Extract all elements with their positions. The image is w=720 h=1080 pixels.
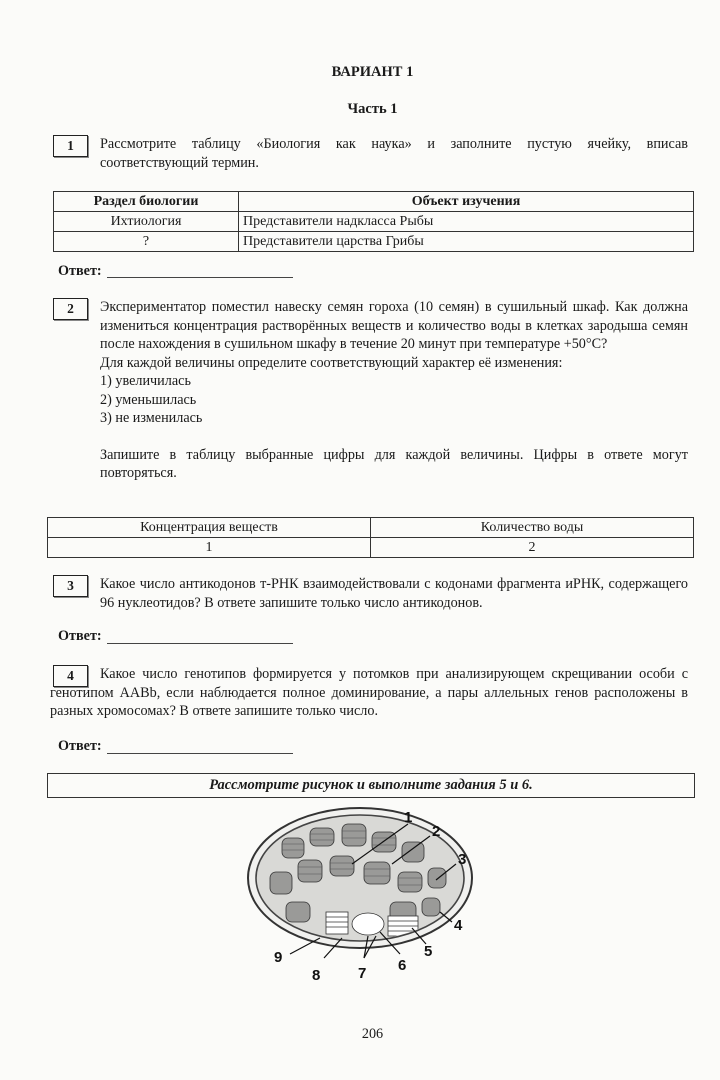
q1-header-object: Объект изучения bbox=[239, 192, 694, 212]
chloroplast-figure bbox=[240, 806, 500, 990]
question-2-text bbox=[50, 298, 688, 483]
option-1: 1) увеличилась bbox=[100, 373, 191, 389]
q1-empty-cell[interactable]: ? bbox=[54, 232, 239, 252]
option-3: 3) не изменилась bbox=[100, 410, 203, 426]
page-number: 206 bbox=[361, 1026, 384, 1042]
q1-header-section: Раздел биологии bbox=[54, 192, 239, 212]
figure-label-1: 1 bbox=[404, 809, 413, 826]
figure-label-6: 6 bbox=[398, 957, 407, 974]
figure-label-2: 2 bbox=[432, 823, 441, 840]
q4-answer-label: Ответ: bbox=[58, 738, 102, 754]
figure-label-5: 5 bbox=[424, 943, 433, 960]
figure-label-7: 7 bbox=[358, 965, 367, 982]
q1-table bbox=[53, 191, 694, 252]
q2-header-water: Количество воды bbox=[371, 518, 694, 538]
q3-answer-label: Ответ: bbox=[58, 628, 102, 644]
figure-instruction: Рассмотрите рисунок и выполните задания 5 и 6. bbox=[47, 773, 695, 798]
figure-label-9: 9 bbox=[274, 949, 283, 966]
q1-cell: Представители надкласса Рыбы bbox=[239, 212, 694, 232]
question-number-4: 4 bbox=[53, 665, 88, 687]
q1-answer-label: Ответ: bbox=[58, 263, 102, 279]
q2-value-water[interactable]: 2 bbox=[371, 538, 694, 558]
q1-answer-line[interactable] bbox=[107, 276, 293, 278]
variant-title: ВАРИАНТ 1 bbox=[331, 64, 414, 80]
question-number-2: 2 bbox=[53, 298, 88, 320]
question-2-body: Экспериментатор поместил навеску семян гороха (10 семян) в сушильный шкаф. Как должна измениться концентрация растворённых веществ и количество воды в клетках зародыша семян после нахождения в сушильном шкафу в течение 20 минут при температуре +50°С? bbox=[100, 299, 688, 352]
question-3-text bbox=[50, 575, 688, 612]
question-4-body: Какое число генотипов формируется у потомков при анализирующем скрещивании особи с генотипом ААВb, если наблюдается полное доминирование, а пары аллельных генов расположены в разных хромосомах? В ответе запишите только число. bbox=[50, 666, 688, 719]
question-number-1: 1 bbox=[53, 135, 88, 157]
question-1-body: Рассмотрите таблицу «Биология как наука» и заполните пустую ячейку, вписав соответствующий термин. bbox=[100, 136, 688, 171]
q2-header-concentration: Концентрация веществ bbox=[48, 518, 371, 538]
option-2: 2) уменьшилась bbox=[100, 391, 197, 408]
part-title: Часть 1 bbox=[347, 101, 398, 117]
question-1-text bbox=[50, 135, 688, 172]
figure-label-8: 8 bbox=[312, 967, 321, 984]
figure-label-4: 4 bbox=[454, 917, 463, 934]
question-2-instruction: Для каждой величины определите соответствующий характер её изменения: bbox=[100, 354, 563, 371]
q4-answer-line[interactable] bbox=[107, 752, 293, 754]
figure-label-3: 3 bbox=[458, 851, 467, 868]
q1-cell: Представители царства Грибы bbox=[239, 232, 694, 252]
question-2-note: Запишите в таблицу выбранные цифры для каждой величины. Цифры в ответе могут повторяться. bbox=[100, 446, 688, 481]
question-3-body: Какое число антикодонов т-РНК взаимодействовали с кодонами фрагмента иРНК, содержащего 96 нуклеотидов? В ответе запишите только число антикодонов. bbox=[100, 576, 688, 611]
q1-cell: Ихтиология bbox=[54, 212, 239, 232]
q2-value-concentration[interactable]: 1 bbox=[48, 538, 371, 558]
question-4-text bbox=[50, 665, 688, 721]
q3-answer-line[interactable] bbox=[107, 642, 293, 644]
q2-table bbox=[47, 517, 694, 558]
question-number-3: 3 bbox=[53, 575, 88, 597]
